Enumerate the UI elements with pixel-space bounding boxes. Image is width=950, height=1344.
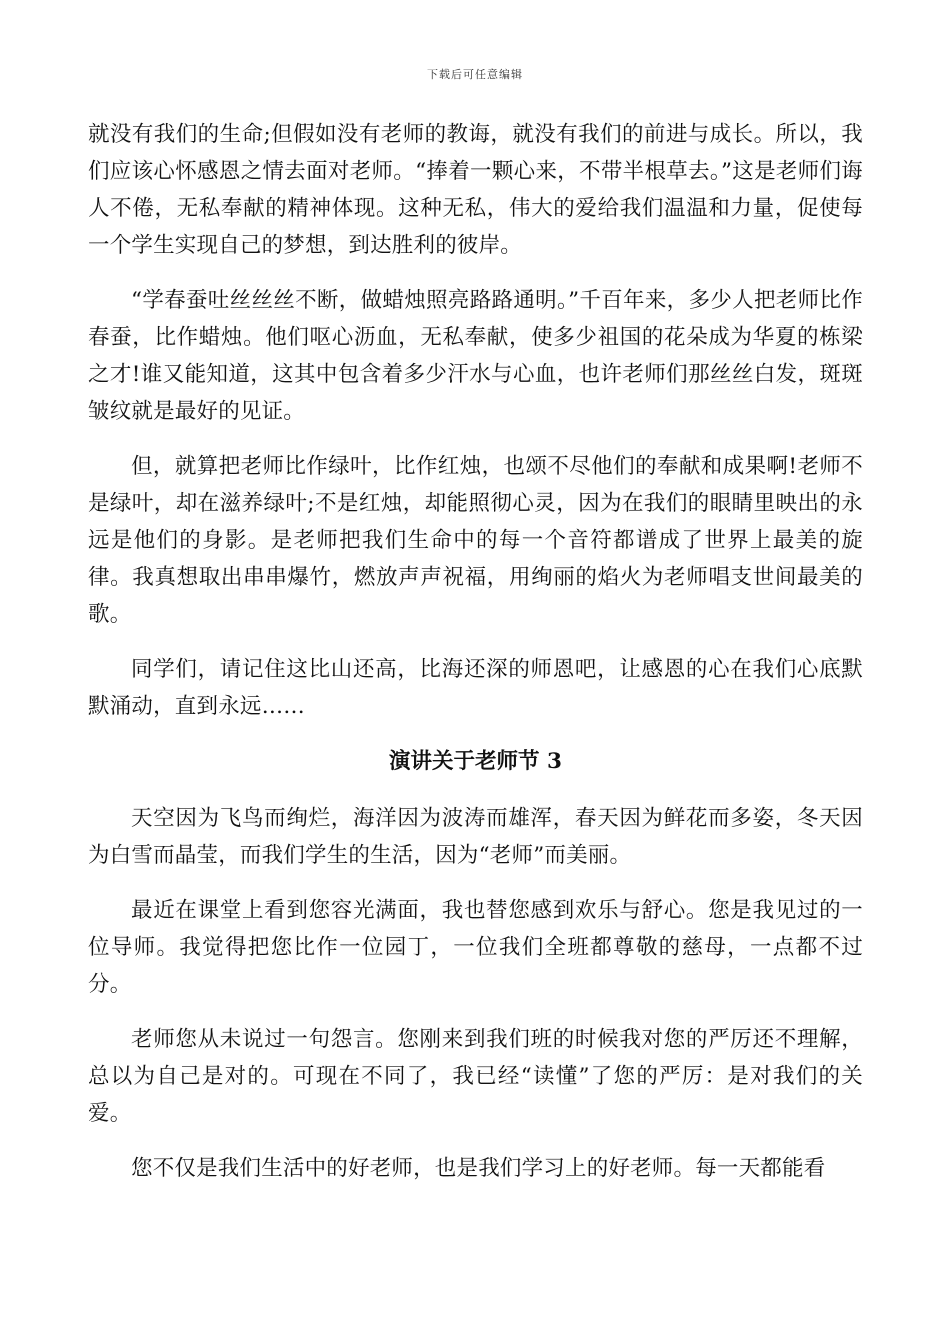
paragraph: 但，就算把老师比作绿叶，比作红烛，也颂不尽他们的奉献和成果啊!老师不是绿叶，却在滋养绿叶;不是红烛，却能照彻心灵，因为在我们的眼睛里映出的永远是他们的身影。是老师把我们生命中的每一个音符都谱成了世界上最美的旋律。我真想取出串串爆竹，燃放声声祝福，用绚丽的焰火为老师唱支世间最美的歌。 (88, 454, 863, 627)
document-body (88, 116, 863, 1205)
paragraph: 天空因为飞鸟而绚烂，海洋因为波涛而雄浑，春天因为鲜花而多姿，冬天因为白雪而晶莹，而我们学生的生活，因为“老师”而美丽。 (88, 806, 863, 868)
section-title: 演讲关于老师节 3 (389, 749, 562, 774)
paragraph: 老师您从未说过一句怨言。您刚来到我们班的时候我对您的严厉还不理解，总以为自己是对的。可现在不同了，我已经“读懂”了您的严厉：是对我们的关爱。 (88, 1027, 863, 1126)
paragraph: 就没有我们的生命;但假如没有老师的教诲，就没有我们的前进与成长。所以，我们应该心怀感恩之情去面对老师。“捧着一颗心来，不带半根草去。”这是老师们诲人不倦，无私奉献的精神体现。这种无私，伟大的爱给我们温温和力量，促使每一个学生实现自己的梦想，到达胜利的彼岸。 (88, 122, 863, 258)
paragraph: 同学们，请记住这比山还高，比海还深的师恩吧，让感恩的心在我们心底默默涌动，直到永远…… (88, 657, 863, 719)
paragraph: 您不仅是我们生活中的好老师，也是我们学习上的好老师。每一天都能看 (131, 1156, 826, 1181)
page-header-note: 下载后可任意编辑 (427, 68, 523, 81)
paragraph: “学春蚕吐丝丝丝不断，做蜡烛照亮路路通明。”千百年来，多少人把老师比作春蚕，比作蜡烛。他们呕心沥血，无私奉献，使多少祖国的花朵成为华夏的栋梁之才!谁又能知道，这其中包含着多少汗水与心血，也许老师们那丝丝白发，斑斑皱纹就是最好的见证。 (88, 288, 863, 424)
paragraph: 最近在课堂上看到您容光满面，我也替您感到欢乐与舒心。您是我见过的一位导师。我觉得把您比作一位园丁，一位我们全班都尊敬的慈母，一点都不过分。 (88, 898, 863, 997)
